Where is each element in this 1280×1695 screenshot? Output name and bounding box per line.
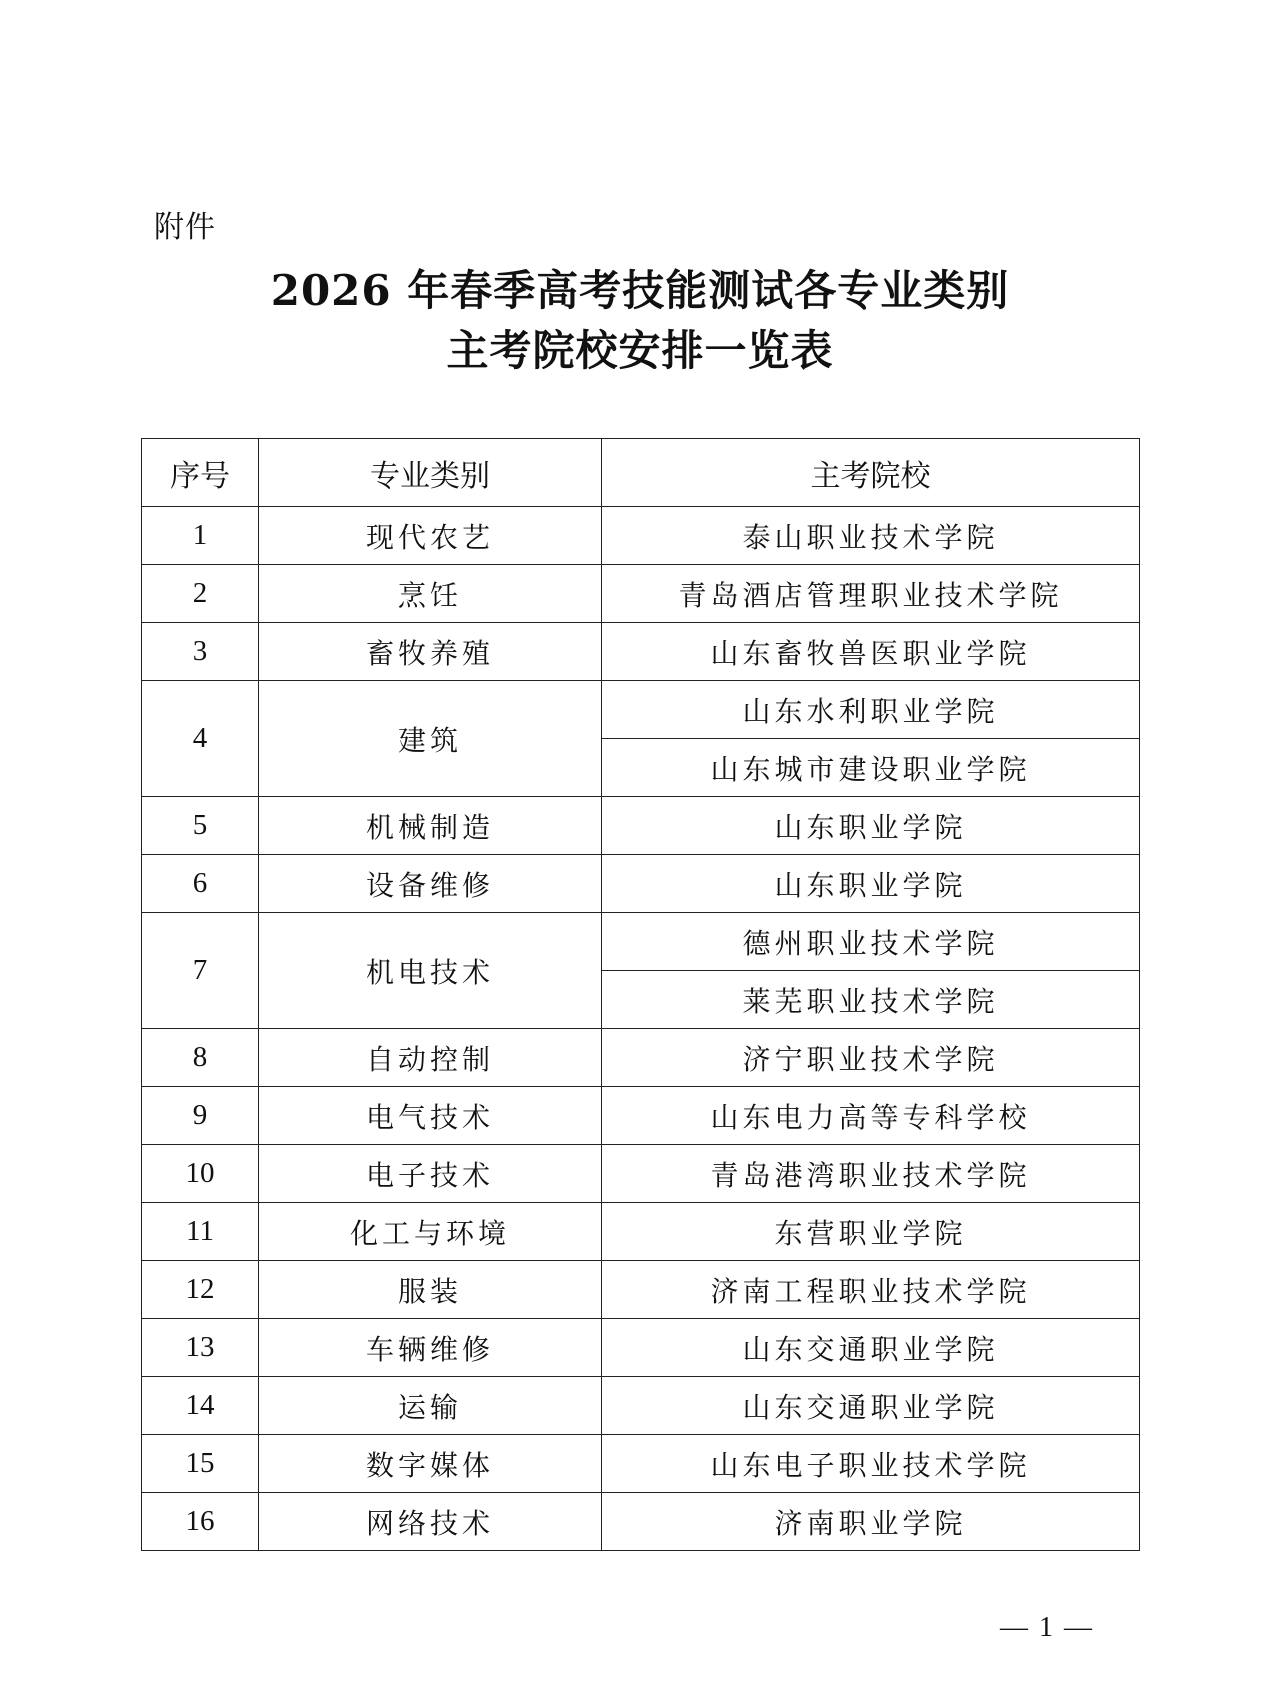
row-host-school: 山东交通职业学院	[602, 1377, 1140, 1435]
table-body	[142, 507, 1140, 1551]
row-host-school: 东营职业学院	[602, 1203, 1140, 1261]
table-row	[142, 1319, 1140, 1377]
table-row	[142, 565, 1140, 623]
row-major-category: 化工与环境	[259, 1203, 602, 1261]
row-major-category: 畜牧养殖	[259, 623, 602, 681]
row-major-category: 烹饪	[259, 565, 602, 623]
row-host-school: 山东交通职业学院	[602, 1319, 1140, 1377]
row-serial-number: 15	[142, 1435, 259, 1493]
table-row	[142, 913, 1140, 971]
row-host-school: 泰山职业技术学院	[602, 507, 1140, 565]
row-host-school: 青岛港湾职业技术学院	[602, 1145, 1140, 1203]
row-host-school: 德州职业技术学院	[602, 913, 1140, 971]
row-host-school: 济南工程职业技术学院	[602, 1261, 1140, 1319]
row-host-school: 山东职业学院	[602, 855, 1140, 913]
row-major-category: 网络技术	[259, 1493, 602, 1551]
row-major-category: 机电技术	[259, 913, 602, 1029]
row-major-category: 运输	[259, 1377, 602, 1435]
row-major-category: 自动控制	[259, 1029, 602, 1087]
row-host-school: 山东职业学院	[602, 797, 1140, 855]
row-serial-number: 12	[142, 1261, 259, 1319]
row-serial-number: 1	[142, 507, 259, 565]
row-major-category: 电子技术	[259, 1145, 602, 1203]
row-major-category: 电气技术	[259, 1087, 602, 1145]
table-row	[142, 681, 1140, 739]
table-header-row	[142, 439, 1140, 507]
row-host-school: 山东电力高等专科学校	[602, 1087, 1140, 1145]
header-serial-number: 序号	[142, 439, 259, 507]
row-serial-number: 10	[142, 1145, 259, 1203]
row-serial-number: 13	[142, 1319, 259, 1377]
table-row	[142, 1203, 1140, 1261]
header-host-school: 主考院校	[602, 439, 1140, 507]
row-serial-number: 14	[142, 1377, 259, 1435]
row-serial-number: 11	[142, 1203, 259, 1261]
table-row	[142, 855, 1140, 913]
row-serial-number: 2	[142, 565, 259, 623]
row-host-school: 济南职业学院	[602, 1493, 1140, 1551]
table-row	[142, 1087, 1140, 1145]
row-serial-number: 6	[142, 855, 259, 913]
row-host-school: 山东电子职业技术学院	[602, 1435, 1140, 1493]
attachment-label: 附件	[154, 210, 216, 245]
row-host-school: 山东水利职业学院	[602, 681, 1140, 739]
table-row	[142, 1377, 1140, 1435]
row-serial-number: 3	[142, 623, 259, 681]
row-host-school: 山东城市建设职业学院	[602, 739, 1140, 797]
row-host-school: 山东畜牧兽医职业学院	[602, 623, 1140, 681]
row-major-category: 设备维修	[259, 855, 602, 913]
row-serial-number: 5	[142, 797, 259, 855]
exam-school-schedule-table	[141, 438, 1140, 1551]
row-serial-number: 16	[142, 1493, 259, 1551]
row-major-category: 数字媒体	[259, 1435, 602, 1493]
document-title-line-2: 主考院校安排一览表	[446, 326, 834, 375]
row-major-category: 建筑	[259, 681, 602, 797]
row-host-school: 济宁职业技术学院	[602, 1029, 1140, 1087]
table-row	[142, 1435, 1140, 1493]
header-major-category: 专业类别	[259, 439, 602, 507]
row-major-category: 现代农艺	[259, 507, 602, 565]
row-major-category: 服装	[259, 1261, 602, 1319]
table-row	[142, 623, 1140, 681]
table-row	[142, 797, 1140, 855]
row-serial-number: 4	[142, 681, 259, 797]
document-title-line-1: 2026 年春季高考技能测试各专业类别	[270, 266, 1010, 315]
row-major-category: 机械制造	[259, 797, 602, 855]
page-number: — 1 —	[1000, 1612, 1094, 1643]
table-row	[142, 1029, 1140, 1087]
table-row	[142, 1145, 1140, 1203]
table-row	[142, 1493, 1140, 1551]
row-serial-number: 7	[142, 913, 259, 1029]
row-major-category: 车辆维修	[259, 1319, 602, 1377]
row-host-school: 莱芜职业技术学院	[602, 971, 1140, 1029]
row-serial-number: 9	[142, 1087, 259, 1145]
row-serial-number: 8	[142, 1029, 259, 1087]
table-row	[142, 507, 1140, 565]
row-host-school: 青岛酒店管理职业技术学院	[602, 565, 1140, 623]
table-row	[142, 1261, 1140, 1319]
